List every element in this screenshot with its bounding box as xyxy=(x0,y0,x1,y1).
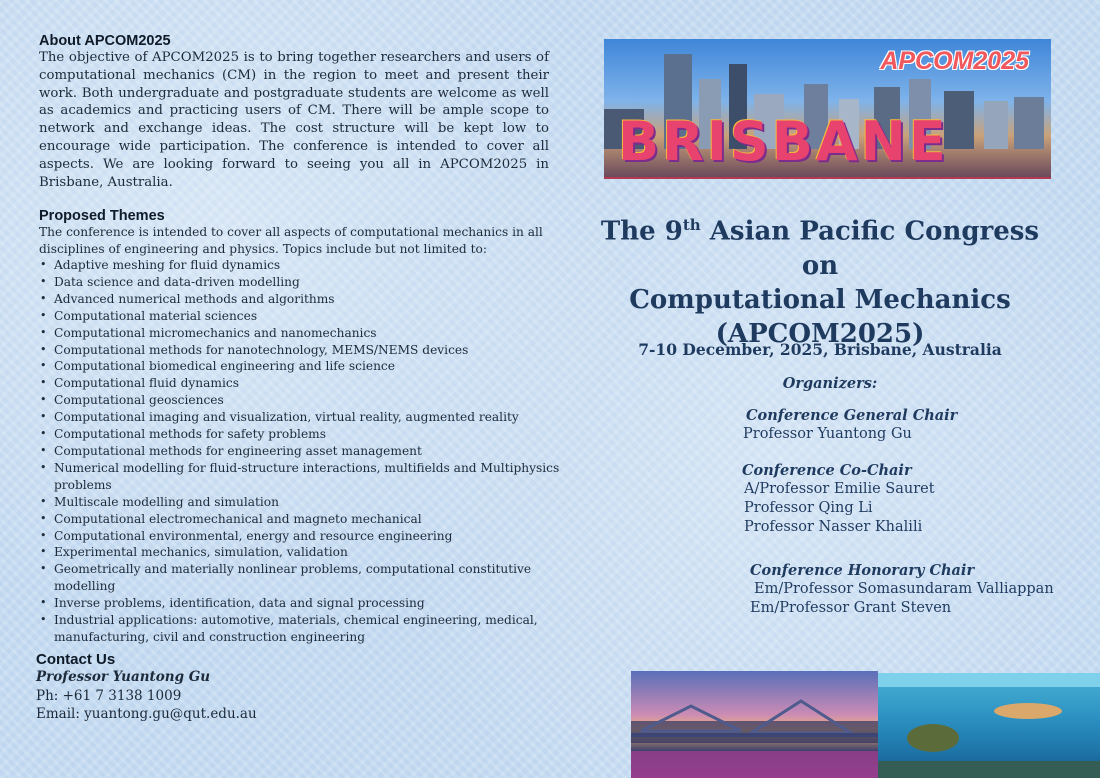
topic-item: • Inverse problems, identification, data and signal processing xyxy=(54,595,574,612)
topic-item: • Computational biomedical engineering and life science xyxy=(54,358,574,375)
topic-item: • Computational material sciences xyxy=(54,308,574,325)
honorary-chair-role: Conference Honorary Chair xyxy=(750,562,975,579)
topic-item: • Computational imaging and visualization, virtual reality, augmented reality xyxy=(54,409,574,426)
co-chair-role: Conference Co-Chair xyxy=(742,462,912,479)
topic-item: • Computational methods for nanotechnology, MEMS/NEMS devices xyxy=(54,342,574,359)
topic-item: • Computational methods for safety problems xyxy=(54,426,574,443)
title-line-3: (APCOM2025) xyxy=(715,318,925,349)
title-line-1: The 9th Asian Pacific Congress on xyxy=(600,216,1040,281)
co-chair-person: Professor Qing Li xyxy=(744,500,873,516)
topic-item: • Industrial applications: automotive, materials, chemical engineering, medical, manufacturing, civil and construction engineering xyxy=(54,612,574,646)
contact-phone: Ph: +61 7 3138 1009 xyxy=(36,687,182,704)
bridge-graphic xyxy=(631,671,878,778)
general-chair-role: Conference General Chair xyxy=(746,407,958,424)
co-chair-block xyxy=(742,461,935,537)
topic-item: • Adaptive meshing for fluid dynamics xyxy=(54,257,574,274)
about-heading: About APCOM2025 xyxy=(39,33,171,49)
banner-title: APCOM2025 xyxy=(880,47,1029,75)
topic-item: • Computational geosciences xyxy=(54,392,574,409)
banner-city-word: BRISBANE xyxy=(618,110,949,173)
co-chair-person: A/Professor Emilie Sauret xyxy=(744,481,935,497)
brisbane-banner-image xyxy=(604,39,1051,179)
honorary-chair-person: Em/Professor Somasundaram Valliappan xyxy=(754,581,1054,597)
topic-item: • Data science and data-driven modelling xyxy=(54,274,574,291)
general-chair-person: Professor Yuantong Gu xyxy=(743,426,912,442)
topic-item: • Computational fluid dynamics xyxy=(54,375,574,392)
contact-section xyxy=(36,651,336,724)
contact-heading: Contact Us xyxy=(36,651,116,668)
topic-item: • Computational electromechanical and magneto mechanical xyxy=(54,511,574,528)
topic-item: • Multiscale modelling and simulation xyxy=(54,494,574,511)
themes-heading: Proposed Themes xyxy=(39,208,165,224)
topic-item: • Advanced numerical methods and algorithms xyxy=(54,291,574,308)
general-chair-block xyxy=(743,406,958,444)
themes-intro: The conference is intended to cover all aspects of computational mechanics in all disciplines of engineering and physics. Topics include but not limited to: xyxy=(39,225,543,256)
reef-graphic xyxy=(878,673,1100,778)
reef-snorkel-photo xyxy=(878,673,1100,778)
about-text: The objective of APCOM2025 is to bring together researchers and users of computational mechanics (CM) in the region to meet and present their work. Both undergraduate and postgraduate students are welcome as well as academics and practicing users of CM. There will be ample scope to network and exchange ideas. The cost structure will be kept low to encourage wide participation. The conference is intended to cover all aspects. We are looking forward to seeing you all in APCOM2025 in Brisbane, Australia. xyxy=(39,50,549,190)
organizers-heading: Organizers: xyxy=(782,375,878,392)
topic-item: • Experimental mechanics, simulation, validation xyxy=(54,544,574,561)
topics-list xyxy=(39,257,574,646)
congress-dates: 7-10 December, 2025, Brisbane, Australia xyxy=(638,340,1002,359)
topic-item: • Computational environmental, energy and resource engineering xyxy=(54,528,574,545)
contact-name: Professor Yuantong Gu xyxy=(36,669,211,685)
congress-title xyxy=(590,208,1050,351)
honorary-chair-person: Em/Professor Grant Steven xyxy=(750,600,952,616)
contact-email: Email: yuantong.gu@qut.edu.au xyxy=(36,706,257,722)
brisbane-bridge-photo xyxy=(631,671,878,778)
title-line-2: Computational Mechanics xyxy=(629,284,1011,315)
topic-item: • Geometrically and materially nonlinear problems, computational constitutive modelling xyxy=(54,561,574,595)
topic-item: • Numerical modelling for fluid-structure interactions, multifields and Multiphysics problems xyxy=(54,460,574,494)
honorary-chair-block xyxy=(750,561,1054,618)
about-section xyxy=(39,33,549,191)
co-chair-person: Professor Nasser Khalili xyxy=(744,519,923,535)
topic-item: • Computational micromechanics and nanomechanics xyxy=(54,325,574,342)
themes-section xyxy=(39,208,574,646)
topic-item: • Computational methods for engineering asset management xyxy=(54,443,574,460)
